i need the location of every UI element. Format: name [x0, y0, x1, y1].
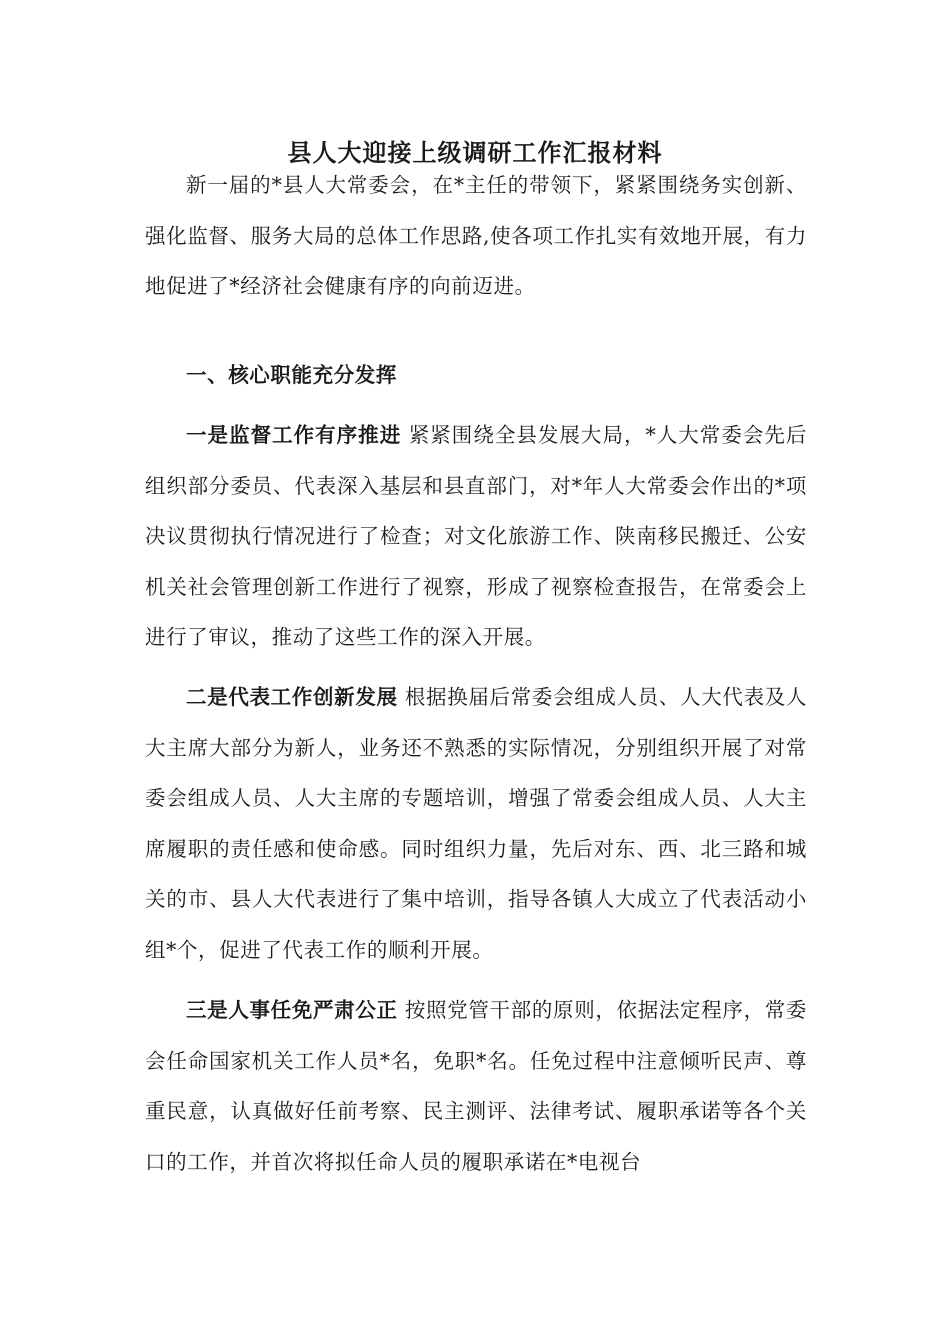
paragraph-text: 紧紧围绕全县发展大局，*人大常委会先后组织部分委员、代表深入基层和县直部门，对*年人大常委会作出的*项决议贯彻执行情况进行了检查；对文化旅游工作、陕南移民搬迁、公安机关社会管理创新工作进行了视察，形成了视察检查报告，在常委会上进行了审议，推动了这些工作的深入开展。	[145, 423, 807, 649]
section-heading-1: 一、核心职能充分发挥	[186, 363, 397, 387]
paragraph-personnel	[145, 985, 807, 1187]
intro-paragraph: 新一届的*县人大常委会，在*主任的带领下，紧紧围绕务实创新、强化监督、服务大局的总体工作思路,使各项工作扎实有效地开展，有力地促进了*经济社会健康有序的向前迈进。	[145, 173, 807, 298]
paragraph-representatives	[145, 672, 807, 975]
paragraph-personnel-clip	[145, 985, 807, 1195]
paragraph-text: 根据换届后常委会组成人员、人大代表及人大主席大部分为新人，业务还不熟悉的实际情况，分别组织开展了对常委会组成人员、人大主席的专题培训，增强了常委会组成人员、人大主席履职的责任感和使命感。同时组织力量，先后对东、西、北三路和城关的市、县人大代表进行了集中培训，指导各镇人大成立了代表活动小组*个，促进了代表工作的顺利开展。	[145, 685, 808, 962]
paragraph-lead: 一是监督工作有序推进	[186, 423, 402, 447]
paragraph-lead: 三是人事任免严肃公正	[186, 998, 398, 1022]
paragraph-supervision	[145, 410, 807, 663]
paragraph-lead: 二是代表工作创新发展	[186, 685, 398, 709]
document-title: 县人大迎接上级调研工作汇报材料	[287, 138, 663, 167]
paragraph-text: 按照党管干部的原则，依据法定程序，常委会任命国家机关工作人员*名，免职*名。任免过程中注意倾听民声、尊重民意，认真做好任前考察、民主测评、法律考试、履职承诺等各个关口的工作，并首次将拟任命人员的履职承诺在*电视台	[145, 998, 807, 1174]
